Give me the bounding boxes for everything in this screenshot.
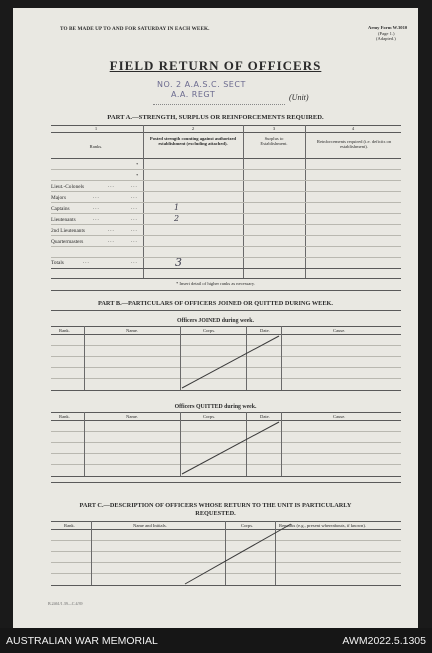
col-reinforcements-header: Reinforcements required (i.e. deficits on establishment). (316, 139, 392, 150)
col-number-2: 2 (191, 126, 195, 131)
part-a-end-rule (51, 290, 401, 291)
rank-dots: ... (93, 206, 100, 211)
col-number-4: 4 (351, 126, 355, 131)
totals-dots: ... (83, 260, 90, 265)
joined-table-top (51, 326, 401, 327)
quitted-col-rank: Rank. (59, 414, 70, 419)
rank-dots: ... (131, 217, 138, 222)
part-c-col-name: Name and Initials. (133, 523, 167, 528)
part-b-top-rule (51, 310, 401, 311)
joined-col-cause: Cause. (333, 328, 346, 333)
form-adapted: (Adapted.) (376, 36, 396, 41)
rank-lieutenants: Lieutenants (51, 217, 76, 223)
part-b-heading: PART B.—PARTICULARS OF OFFICERS JOINED OR QUITTED DURING WEEK. (97, 300, 334, 307)
rank-dots: ... (108, 228, 115, 233)
page-title: FIELD RETURN OF OFFICERS (109, 58, 322, 73)
quitted-col-cause: Cause. (333, 414, 346, 419)
row-rule (51, 202, 401, 203)
row-rule (51, 235, 401, 236)
part-b-end-rule (51, 482, 401, 483)
col-number-3: 3 (272, 126, 276, 131)
rank-dots: ... (131, 228, 138, 233)
row-rule (51, 257, 401, 258)
part-c-col-corps: Corps. (241, 523, 254, 528)
col-ranks-header: Ranks. (89, 144, 103, 149)
quitted-col-date: Date. (260, 414, 270, 419)
quitted-col-corps: Corps. (203, 414, 216, 419)
quitted-table-top (51, 412, 401, 413)
row-rule (51, 191, 401, 192)
form-sheet (13, 8, 418, 628)
col-surplus-header: Surplus to Establishment. (260, 136, 288, 147)
instruction-text: TO BE MADE UP TO AND FOR SATURDAY IN EACH WEEK. (60, 26, 210, 32)
row-rule (51, 224, 401, 225)
col-number-1: 1 (94, 126, 98, 131)
rank-dots: ... (131, 195, 138, 200)
footer-accession-number: AWM2022.5.1305 (342, 635, 426, 647)
joined-strike-line (180, 334, 281, 390)
unit-stamp-line2: A.A. REGT (171, 90, 216, 99)
part-c-col-rank: Rank. (64, 523, 75, 528)
rank-dots: ... (93, 195, 100, 200)
rank-dots: ... (131, 184, 138, 189)
joined-table-bottom (51, 390, 401, 391)
totals-dots: ... (131, 260, 138, 265)
quitted-col-name: Name. (126, 414, 139, 419)
row-rule (51, 213, 401, 214)
asterisk-row-1: * (136, 162, 139, 167)
part-a-col-number-rule (51, 132, 401, 133)
totals-value: 3 (175, 256, 182, 269)
unit-line (153, 104, 285, 105)
part-a-footnote: * Insert detail of higher ranks as necessary. (175, 281, 256, 286)
quitted-table-bottom (51, 476, 401, 477)
joined-col-rank: Rank. (59, 328, 70, 333)
rank-dots: ... (108, 239, 115, 244)
archive-footer (0, 628, 432, 653)
totals-rule (51, 268, 401, 269)
row-rule (51, 169, 401, 170)
rank-majors: Majors (51, 195, 67, 201)
joined-col-date: Date. (260, 328, 270, 333)
rank-lieut-colonels: Lieut.-Colonels (51, 184, 85, 190)
rank-quartermasters: Quartermasters (51, 239, 84, 245)
form-page: (Page 1.) (378, 31, 395, 36)
col-divider (84, 326, 85, 390)
posted-lieutenants: 2 (174, 214, 180, 223)
rank-2nd-lieutenants: 2nd Lieutenants (51, 228, 85, 234)
unit-label: (Unit) (289, 93, 309, 102)
col-divider (281, 412, 282, 476)
rank-captains: Captains (51, 206, 70, 212)
form-number: Army Form W.3010 (368, 25, 408, 30)
print-code: B.2461/1.39—C.4/39 (48, 601, 83, 606)
col-divider (281, 326, 282, 390)
col-posted-header: Posted strength counting against authorized establishment (excluding attached). (149, 136, 237, 147)
posted-captains: 1 (174, 203, 180, 212)
part-a-header-rule (51, 158, 401, 159)
joined-title: Officers JOINED during week. (177, 318, 254, 324)
part-c-heading-line1: PART C.—DESCRIPTION OF OFFICERS WHOSE RETURN TO THE UNIT IS PARTICULARLY (79, 502, 352, 509)
col-divider (91, 521, 92, 585)
rank-dots: ... (108, 184, 115, 189)
joined-col-corps: Corps. (203, 328, 216, 333)
row-rule (51, 180, 401, 181)
part-c-col-remarks: Remarks (e.g., present whereabouts, if known). (279, 523, 367, 528)
quitted-title: Officers QUITTED during week. (174, 404, 257, 410)
rank-dots: ... (131, 239, 138, 244)
row-rule (51, 246, 401, 247)
part-a-heading: PART A.—STRENGTH, SURPLUS OR REINFORCEMENTS REQUIRED. (107, 114, 324, 121)
part-c-strike-line (183, 522, 293, 586)
part-a-bottom-rule (51, 278, 401, 279)
asterisk-row-2: * (136, 173, 139, 178)
part-c-heading-line2: REQUESTED. (195, 510, 236, 517)
col-divider (84, 412, 85, 476)
footer-institution: AUSTRALIAN WAR MEMORIAL (6, 635, 158, 647)
joined-col-name: Name. (126, 328, 139, 333)
unit-stamp-line1: NO. 2 A.A.S.C. SECT (157, 80, 246, 89)
totals-label: Totals (51, 260, 64, 266)
rank-dots: ... (131, 206, 138, 211)
rank-dots: ... (93, 217, 100, 222)
quitted-strike-line (180, 420, 281, 476)
